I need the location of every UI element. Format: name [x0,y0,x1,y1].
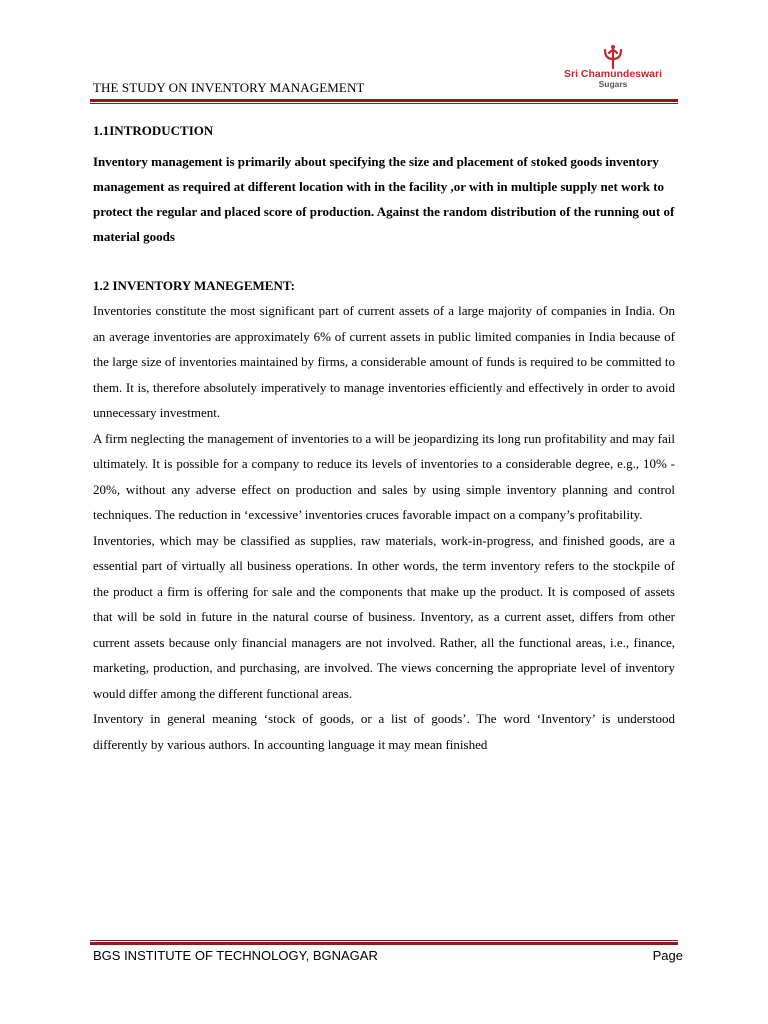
inventory-heading: 1.2 INVENTORY MANEGEMENT: [93,278,295,293]
intro-paragraph: Inventory management is primarily about specifying the size and placement of stoked goods inventory management as required at different location with in the facility ,or with in multiple supply net work to protect the regular and placed score of production. Against the random distribution of the running out of material goods [93,154,675,244]
paragraph-1: Inventories constitute the most significant part of current assets of a large majority of companies in India. On an average inventories are approximately 6% of current assets in public limited companies in India because of the large size of inventories maintained by firms, a considerable amount of funds is required to be committed to them. It is, therefore absolutely imperatively to manage inventories efficiently and effectively in order to avoid unnecessary investment. [93,303,675,420]
trident-icon [550,44,676,70]
header-rule [90,99,678,104]
document-body [93,114,675,757]
paragraph-3: Inventories, which may be classified as supplies, raw materials, work-in-progress, and finished goods, are a essential part of virtually all business operations. In other words, the term inventory refers to the stockpile of the product a firm is offering for sale and the components that make up the product. It is composed of assets that will be sold in future in the natural course of business. Inventory, as a current asset, differs from other current assets because only financial managers are not involved. Rather, all the functional areas, i.e., finance, marketing, production, and purchasing, are involved. The views concerning the appropriate level of inventory would differ among the different functional areas. [93,532,675,701]
logo-subtitle: Sugars [598,79,628,89]
footer-page-label: Page [652,948,683,963]
header-title: THE STUDY ON INVENTORY MANAGEMENT [93,80,365,95]
paragraph-4: Inventory in general meaning ‘stock of goods, or a list of goods’. The word ‘Inventory’ is understood differently by various authors. In accounting language it may mean finished [93,711,675,752]
company-logo [550,44,676,92]
footer-rule [90,940,678,945]
intro-heading: 1.1INTRODUCTION [93,123,214,138]
footer-institute: BGS INSTITUTE OF TECHNOLOGY, BGNAGAR [93,948,378,963]
paragraph-2: A firm neglecting the management of inventories to a will be jeopardizing its long run profitability and may fail ultimately. It is possible for a company to reduce its levels of inventories to a considerable degree, e.g., 10% - 20%, without any adverse effect on production and sales by using simple inventory planning and control techniques. The reduction in ‘excessive’ inventories cruces favorable impact on a company’s profitability. [93,430,675,522]
logo-name: Sri Chamundeswari [563,68,663,80]
